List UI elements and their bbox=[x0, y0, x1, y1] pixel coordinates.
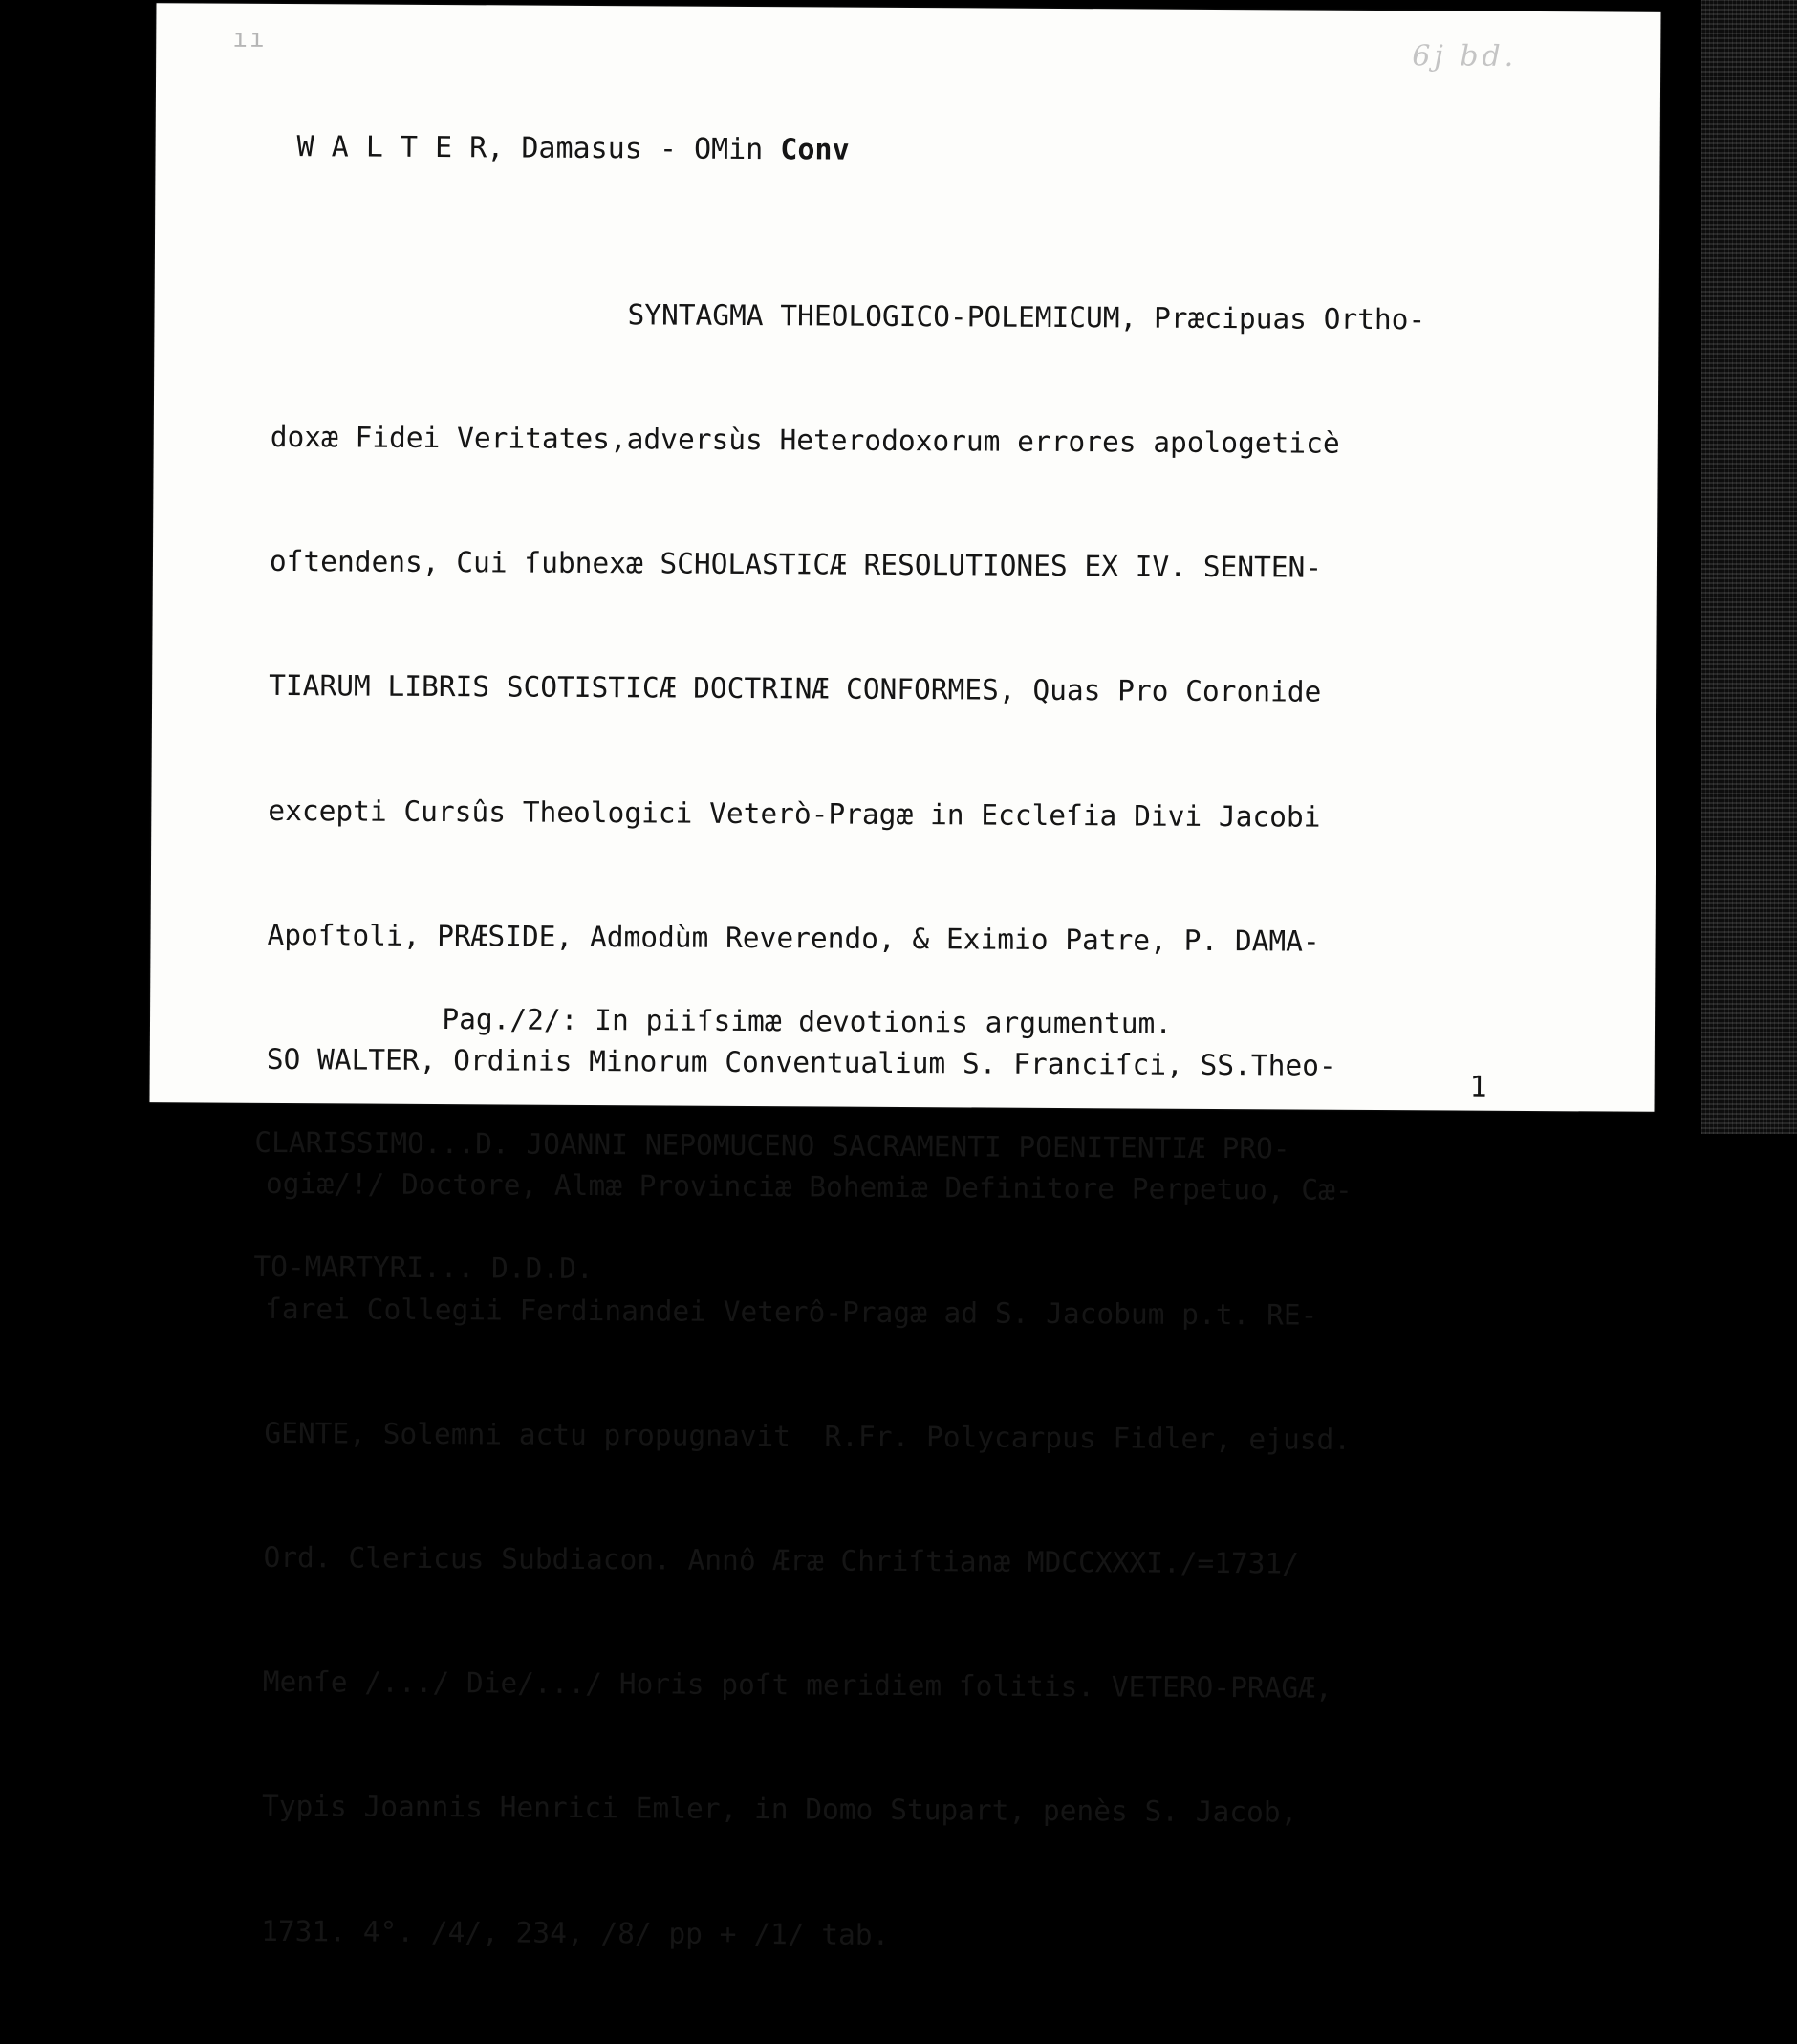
text-line: TIARUM LIBRIS SCOTISTICÆ DOCTRINÆ CONFORMES, Quas Pro Coronide bbox=[269, 669, 1322, 709]
text-line: 1731. 4°. /4/, 234, /8/ pp + /1/ tab. bbox=[261, 1914, 890, 1951]
text-line: Menſe /.../ Die/.../ Horis poſt meridiem ſolitis. VETERO-PRAGÆ, bbox=[262, 1665, 1332, 1705]
dedication-note bbox=[253, 915, 1291, 1378]
text-line: GENTE, Solemni actu propugnavit R.Fr. Polycarpus Fidler, ejusd. bbox=[264, 1416, 1352, 1456]
heading-dash: - bbox=[659, 132, 678, 166]
text-line: Typis Joannis Henrici Emler, in Domo Stupart, penès S. Jacob, bbox=[261, 1790, 1298, 1829]
text-line: SYNTAGMA THEOLOGICO-POLEMICUM, Præcipuas Ortho- bbox=[271, 295, 1426, 337]
text-line: Ord. Clericus Subdiacon. Annô Æræ Chriſtianæ MDCCXXXI./=1731/ bbox=[263, 1540, 1300, 1580]
catalog-card bbox=[150, 3, 1661, 1951]
author-order-conv: Conv bbox=[780, 133, 850, 167]
author-given-name: Damasus bbox=[521, 131, 642, 166]
text-line: ogiæ/!/ Doctore, Almæ Provinciæ Bohemiæ Definitore Perpetuo, Cæ- bbox=[265, 1167, 1353, 1207]
scan-edge-noise bbox=[1701, 0, 1797, 1134]
text-line: CLARISSIMO...D. JOANNI NEPOMUCENO SACRAMENTI POENITENTIÆ PRO- bbox=[254, 1125, 1290, 1165]
card-heading bbox=[296, 126, 849, 171]
author-order: OMin bbox=[693, 132, 764, 167]
text-line: TO-MARTYRI... D.D.D. bbox=[253, 1250, 594, 1286]
text-line: ſarei Collegii Ferdinandei Veterô-Pragæ ad S. Jacobum p.t. RE- bbox=[265, 1292, 1318, 1332]
text-line: Pag./2/: In piiſsimæ devotionis argumentum. bbox=[254, 1001, 1173, 1040]
text-line: oſtendens, Cui ſubnexæ SCHOLASTICÆ RESOLUTIONES EX IV. SENTEN- bbox=[269, 545, 1323, 584]
text-line: doxæ Fidei Veritates,adversùs Heterodoxorum errores apologeticè bbox=[270, 420, 1340, 460]
text-line: Apoſtoli, PRÆSIDE, Admodùm Reverendo, & Eximio Patre, P. DAMA- bbox=[267, 918, 1320, 958]
corner-mark: ıı bbox=[232, 24, 267, 54]
text-line: SO WALTER, Ordinis Minorum Conventualium S. Franciſci, SS.Theo- bbox=[266, 1043, 1336, 1082]
pencil-note: 6j bd. bbox=[1412, 39, 1518, 74]
text-line: excepti Cursûs Theologici Veterò-Pragæ in Eccleſia Divi Jacobi bbox=[268, 794, 1321, 834]
author-surname: W A L T E R, bbox=[296, 130, 505, 165]
page-number: 1 bbox=[1469, 1070, 1487, 1104]
